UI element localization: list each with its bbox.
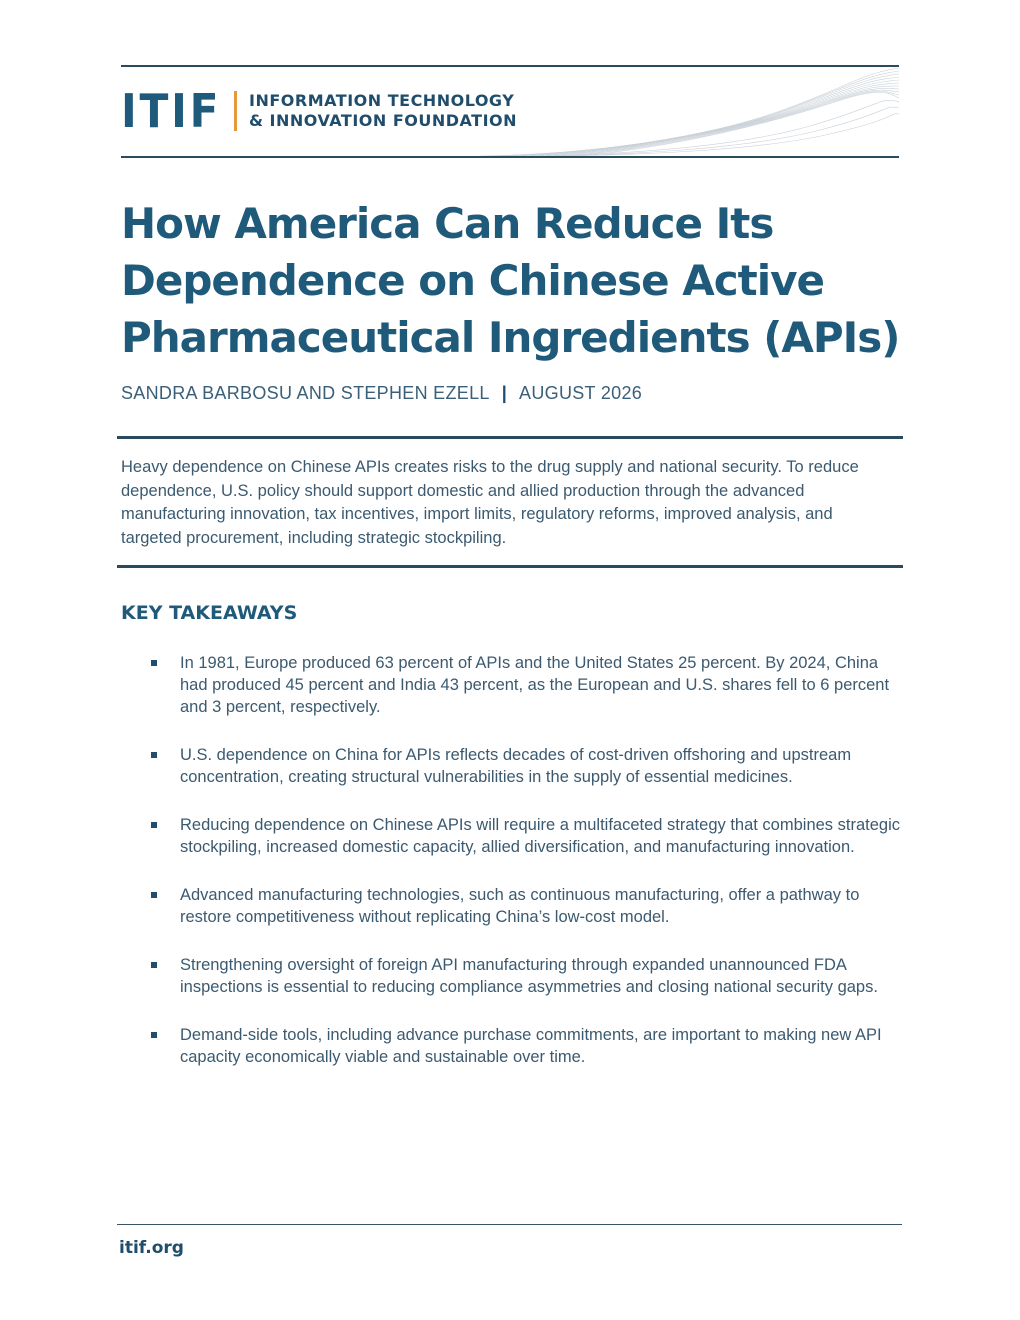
authors: SANDRA BARBOSU AND STEPHEN EZELL	[121, 383, 490, 403]
square-bullet-icon	[151, 752, 157, 758]
byline-separator: |	[501, 383, 508, 403]
square-bullet-icon	[151, 822, 157, 828]
takeaway-item	[150, 884, 900, 928]
logo-wordmark: ITIF	[121, 84, 222, 138]
report-title: How America Can Reduce Its Dependence on Chinese Active Pharmaceutical Ingredients (APIs)	[121, 199, 900, 362]
summary-top-rule	[117, 436, 903, 439]
takeaway-text: Advanced manufacturing technologies, such as continuous manufacturing, offer a pathway to restore competitiveness without replicating China’s low-cost model.	[180, 886, 860, 926]
square-bullet-icon	[151, 1032, 157, 1038]
key-takeaways-list	[150, 652, 900, 1094]
report-summary: Heavy dependence on Chinese APIs creates risks to the drug supply and national security. To reduce dependence, U.S. policy should support domestic and allied production through the advanced manufacturing innovation, tax incentives, import limits, regulatory reforms, improved analysis, and targeted procurement, including strategic stockpiling.	[121, 458, 859, 547]
square-bullet-icon	[151, 962, 157, 968]
takeaway-item	[150, 814, 900, 858]
takeaway-item	[150, 1024, 900, 1068]
takeaway-text: In 1981, Europe produced 63 percent of APIs and the United States 25 percent. By 2024, China had produced 45 percent and India 43 percent, as the European and U.S. shares fell to 6 percent and 3 percent, respectively.	[180, 654, 890, 716]
takeaway-item	[150, 954, 900, 998]
takeaway-text: U.S. dependence on China for APIs reflects decades of cost-driven offshoring and upstream concentration, creating structural vulnerabilities in the supply of essential medicines.	[180, 746, 852, 786]
takeaway-text: Reducing dependence on Chinese APIs will require a multifaceted strategy that combines strategic stockpiling, increased domestic capacity, allied diversification, and manufacturing innovation.	[180, 816, 900, 856]
organization-name	[249, 91, 517, 131]
summary-bottom-rule	[117, 565, 903, 568]
square-bullet-icon	[151, 892, 157, 898]
square-bullet-icon	[151, 660, 157, 666]
byline	[121, 381, 642, 405]
organization-name-line-2: & INNOVATION FOUNDATION	[249, 111, 518, 130]
key-takeaways-heading: KEY TAKEAWAYS	[121, 602, 298, 624]
footer-rule	[117, 1224, 902, 1225]
header-bottom-rule	[121, 156, 899, 158]
publication-date: AUGUST 2026	[519, 383, 643, 403]
logo-separator	[234, 91, 237, 131]
takeaway-text: Demand-side tools, including advance purchase commitments, are important to making new API capacity economically viable and sustainable over time.	[180, 1026, 882, 1066]
website-link[interactable]: itif.org	[119, 1238, 184, 1258]
decorative-wave-lines	[480, 66, 899, 158]
organization-name-line-1: INFORMATION TECHNOLOGY	[249, 91, 515, 110]
takeaway-item	[150, 652, 900, 718]
takeaway-item	[150, 744, 900, 788]
itif-logo	[121, 86, 517, 136]
takeaway-text: Strengthening oversight of foreign API manufacturing through expanded unannounced FDA inspections is essential to reducing compliance asymmetries and closing national security gaps.	[180, 956, 878, 996]
